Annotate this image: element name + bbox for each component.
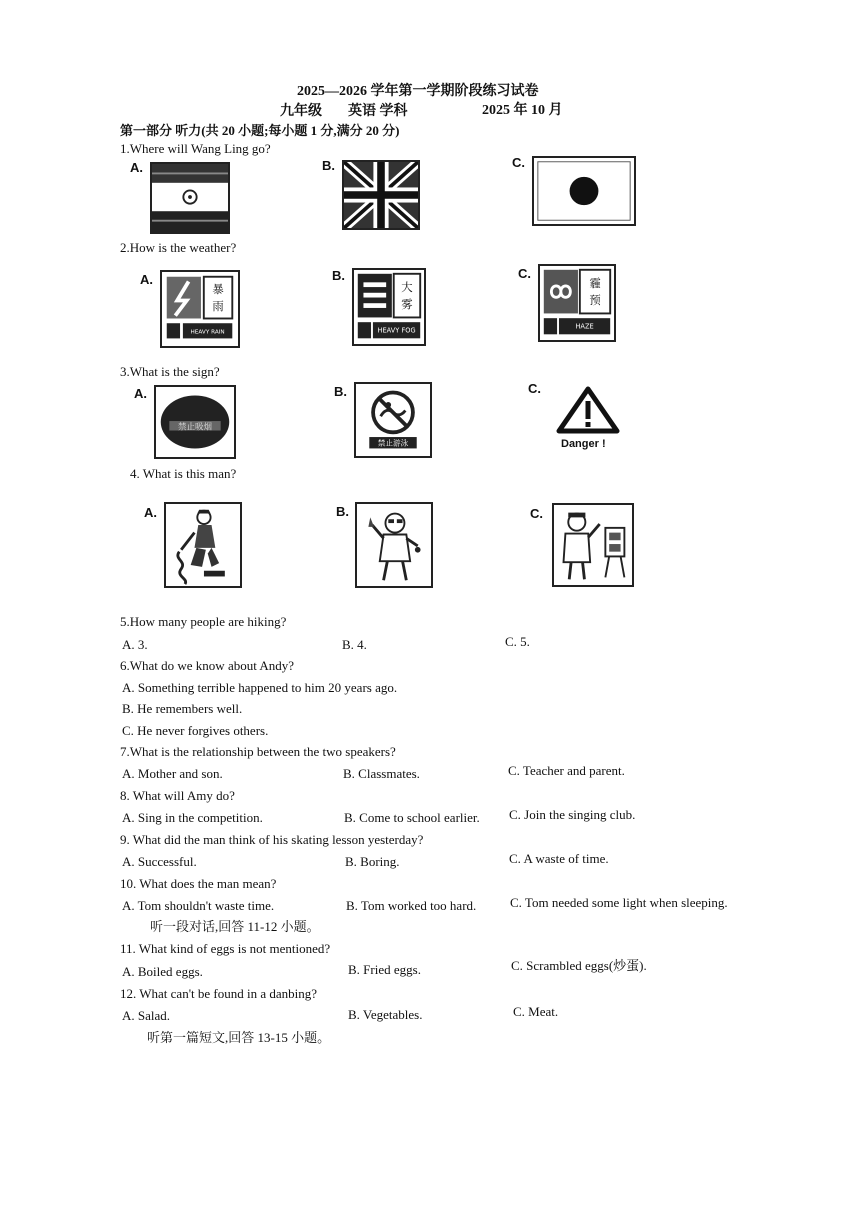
q7-option-a: A. Mother and son. bbox=[122, 766, 223, 781]
svg-text:大: 大 bbox=[401, 279, 413, 294]
haze-warning-image bbox=[538, 264, 616, 342]
question-9: 9. What did the man think of his skating lesson yesterday? bbox=[120, 832, 424, 847]
q2-option-a-label: A. bbox=[140, 272, 153, 287]
scientist-image bbox=[355, 502, 433, 588]
q10-option-a: A. Tom shouldn't waste time. bbox=[122, 898, 275, 913]
q11-option-c: C. Scrambled eggs(炒蛋). bbox=[511, 958, 647, 973]
question-6: 6.What do we know about Andy? bbox=[120, 658, 295, 673]
question-11: 11. What kind of eggs is not mentioned? bbox=[120, 941, 331, 956]
question-1: 1.Where will Wang Ling go? bbox=[120, 141, 271, 156]
q8-option-b: B. Come to school earlier. bbox=[344, 810, 480, 825]
svg-text:雨: 雨 bbox=[212, 298, 224, 313]
q4-option-c-label: C. bbox=[530, 506, 543, 521]
india-flag-image bbox=[150, 162, 230, 234]
q6-option-b: B. He remembers well. bbox=[122, 701, 243, 716]
danger-label: Danger ! bbox=[561, 438, 606, 450]
heavy-rain-warning-image bbox=[160, 270, 240, 348]
q12-option-b: B. Vegetables. bbox=[348, 1007, 423, 1022]
q2-option-b-label: B. bbox=[332, 268, 345, 283]
grade-label: 九年级 bbox=[280, 104, 322, 119]
svg-text:霾: 霾 bbox=[589, 275, 601, 290]
svg-text:暴: 暴 bbox=[212, 281, 224, 296]
exam-date: 2025 年 10 月 bbox=[482, 103, 563, 118]
haze-caption: HAZE bbox=[575, 322, 594, 331]
japan-flag-image bbox=[532, 156, 636, 226]
q4-option-b-label: B. bbox=[336, 504, 349, 519]
question-3: 3.What is the sign? bbox=[120, 364, 220, 379]
heavy-rain-caption: HEAVY RAIN bbox=[190, 329, 225, 336]
q11-option-a: A. Boiled eggs. bbox=[122, 964, 203, 979]
question-2: 2.How is the weather? bbox=[120, 240, 237, 255]
question-10: 10. What does the man mean? bbox=[120, 876, 277, 891]
svg-text:雾: 雾 bbox=[401, 296, 413, 311]
teacher-image bbox=[552, 503, 634, 587]
q1-option-b-label: B. bbox=[322, 158, 335, 173]
q1-option-c-label: C. bbox=[512, 155, 525, 170]
question-8: 8. What will Amy do? bbox=[120, 788, 235, 803]
heavy-fog-warning-image bbox=[352, 268, 426, 346]
question-5: 5.How many people are hiking? bbox=[120, 614, 287, 629]
instruction-q13-15: 听第一篇短文,回答 13-15 小题。 bbox=[147, 1030, 331, 1045]
instruction-q11-12: 听一段对话,回答 11-12 小题。 bbox=[150, 919, 320, 934]
q12-option-c: C. Meat. bbox=[513, 1004, 559, 1019]
question-7: 7.What is the relationship between the two speakers? bbox=[120, 744, 396, 759]
mechanic-image bbox=[164, 502, 242, 588]
q2-option-c-label: C. bbox=[518, 266, 531, 281]
question-12: 12. What can't be found in a danbing? bbox=[120, 986, 318, 1001]
q5-option-b: B. 4. bbox=[342, 637, 367, 652]
q7-option-c: C. Teacher and parent. bbox=[508, 763, 625, 778]
section-title: 第一部分 听力(共 20 小题;每小题 1 分,满分 20 分) bbox=[120, 123, 400, 138]
uk-flag-image bbox=[342, 160, 420, 230]
question-4: 4. What is this man? bbox=[130, 466, 237, 481]
q3-option-a-label: A. bbox=[134, 386, 147, 401]
svg-text:预: 预 bbox=[589, 292, 601, 307]
q4-option-a-label: A. bbox=[144, 505, 157, 520]
q9-option-c: C. A waste of time. bbox=[509, 851, 609, 866]
q1-option-a-label: A. bbox=[130, 160, 143, 175]
q9-option-b: B. Boring. bbox=[345, 854, 400, 869]
q5-option-c: C. 5. bbox=[505, 634, 530, 649]
q6-option-a: A. Something terrible happened to him 20 years ago. bbox=[122, 680, 398, 695]
q10-option-b: B. Tom worked too hard. bbox=[346, 898, 477, 913]
q8-option-a: A. Sing in the competition. bbox=[122, 810, 263, 825]
svg-text:禁止吸烟: 禁止吸烟 bbox=[177, 422, 213, 433]
svg-text:禁止游泳: 禁止游泳 bbox=[377, 438, 409, 448]
q11-option-b: B. Fried eggs. bbox=[348, 962, 421, 977]
subject-label: 英语 学科 bbox=[348, 104, 408, 119]
q8-option-c: C. Join the singing club. bbox=[509, 807, 636, 822]
q6-option-c: C. He never forgives others. bbox=[122, 723, 269, 738]
q3-option-c-label: C. bbox=[528, 381, 541, 396]
q10-option-c: C. Tom needed some light when sleeping. bbox=[510, 895, 728, 910]
q3-option-b-label: B. bbox=[334, 384, 347, 399]
q9-option-a: A. Successful. bbox=[122, 854, 197, 869]
no-swimming-sign-image bbox=[354, 382, 432, 458]
exam-title: 2025—2026 学年第一学期阶段练习试卷 bbox=[297, 84, 539, 99]
heavy-fog-caption: HEAVY FOG bbox=[377, 326, 416, 335]
danger-warning-icon bbox=[556, 386, 620, 434]
q5-option-a: A. 3. bbox=[122, 637, 148, 652]
q12-option-a: A. Salad. bbox=[122, 1008, 171, 1023]
q7-option-b: B. Classmates. bbox=[343, 766, 420, 781]
no-smoking-sign-image bbox=[154, 385, 236, 459]
